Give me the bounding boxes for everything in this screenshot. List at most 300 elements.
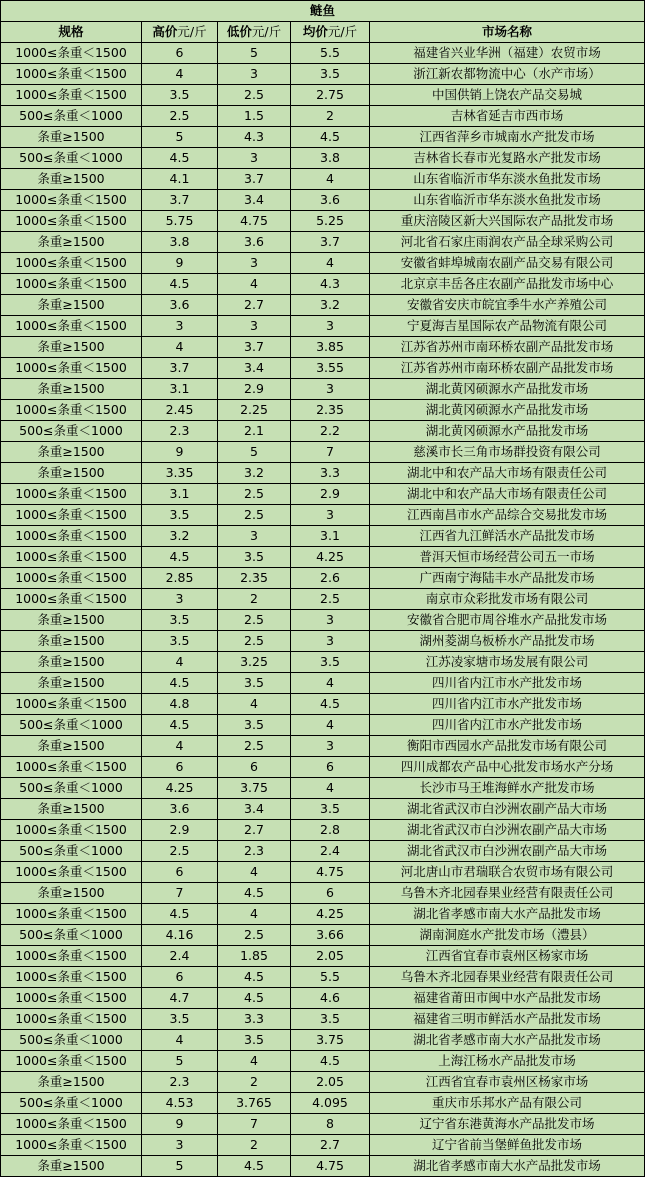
cell-spec: 1000≤条重＜1500	[1, 484, 142, 505]
cell-spec: 1000≤条重＜1500	[1, 589, 142, 610]
cell-market: 四川省内江市水产批发市场	[370, 694, 645, 715]
cell-market: 江西南昌市水产品综合交易批发市场	[370, 505, 645, 526]
cell-spec: 条重≥1500	[1, 652, 142, 673]
cell-market: 湖北中和农产品大市场有限责任公司	[370, 463, 645, 484]
cell-high-price: 4	[142, 652, 218, 673]
cell-low-price: 2.5	[218, 925, 291, 946]
cell-spec: 条重≥1500	[1, 610, 142, 631]
table-row	[1, 841, 645, 862]
header-low-unit: 元/斤	[251, 24, 282, 39]
cell-avg-price: 3.2	[291, 295, 370, 316]
cell-high-price: 4	[142, 337, 218, 358]
table-row	[1, 1051, 645, 1072]
cell-avg-price: 3	[291, 316, 370, 337]
cell-market: 南京市众彩批发市场有限公司	[370, 589, 645, 610]
cell-avg-price: 3.5	[291, 1009, 370, 1030]
cell-market: 吉林省延吉市西市场	[370, 106, 645, 127]
cell-spec: 条重≥1500	[1, 1072, 142, 1093]
table-row	[1, 337, 645, 358]
table-row	[1, 85, 645, 106]
cell-spec: 条重≥1500	[1, 127, 142, 148]
cell-market: 湖北黄冈硕源水产品批发市场	[370, 421, 645, 442]
cell-low-price: 2.5	[218, 736, 291, 757]
table-row	[1, 64, 645, 85]
cell-spec: 条重≥1500	[1, 631, 142, 652]
cell-low-price: 3.2	[218, 463, 291, 484]
cell-avg-price: 4	[291, 715, 370, 736]
cell-spec: 1000≤条重＜1500	[1, 211, 142, 232]
cell-low-price: 3	[218, 148, 291, 169]
table-row	[1, 127, 645, 148]
cell-market: 湖南洞庭水产批发市场（澧县）	[370, 925, 645, 946]
cell-avg-price: 5.25	[291, 211, 370, 232]
cell-market: 四川省内江市水产批发市场	[370, 715, 645, 736]
table-row	[1, 379, 645, 400]
cell-spec: 1000≤条重＜1500	[1, 43, 142, 64]
cell-low-price: 4.75	[218, 211, 291, 232]
cell-spec: 1000≤条重＜1500	[1, 568, 142, 589]
table-row	[1, 652, 645, 673]
cell-spec: 1000≤条重＜1500	[1, 694, 142, 715]
table-row	[1, 484, 645, 505]
cell-spec: 1000≤条重＜1500	[1, 316, 142, 337]
cell-avg-price: 3	[291, 736, 370, 757]
cell-high-price: 9	[142, 442, 218, 463]
cell-spec: 1000≤条重＜1500	[1, 547, 142, 568]
cell-market: 河北省石家庄雨润农产品全球采购公司	[370, 232, 645, 253]
cell-low-price: 7	[218, 1114, 291, 1135]
cell-high-price: 3.2	[142, 526, 218, 547]
cell-high-price: 6	[142, 967, 218, 988]
cell-high-price: 3	[142, 1135, 218, 1156]
cell-low-price: 4	[218, 862, 291, 883]
cell-low-price: 5	[218, 442, 291, 463]
cell-spec: 1000≤条重＜1500	[1, 253, 142, 274]
cell-avg-price: 3.5	[291, 799, 370, 820]
cell-spec: 500≤条重＜1000	[1, 1093, 142, 1114]
cell-high-price: 3.1	[142, 484, 218, 505]
cell-market: 安徽省合肥市周谷堆水产品批发市场	[370, 610, 645, 631]
cell-spec: 1000≤条重＜1500	[1, 988, 142, 1009]
cell-high-price: 5	[142, 127, 218, 148]
header-row	[1, 22, 645, 43]
cell-spec: 条重≥1500	[1, 379, 142, 400]
cell-spec: 1000≤条重＜1500	[1, 400, 142, 421]
table-body	[1, 43, 645, 1177]
cell-avg-price: 3	[291, 610, 370, 631]
table-row	[1, 547, 645, 568]
cell-spec: 条重≥1500	[1, 883, 142, 904]
cell-low-price: 2.1	[218, 421, 291, 442]
cell-low-price: 2	[218, 1072, 291, 1093]
cell-spec: 1000≤条重＜1500	[1, 946, 142, 967]
cell-high-price: 6	[142, 757, 218, 778]
cell-low-price: 3.75	[218, 778, 291, 799]
table-row	[1, 526, 645, 547]
cell-avg-price: 4.75	[291, 1156, 370, 1177]
cell-low-price: 4.5	[218, 883, 291, 904]
cell-spec: 1000≤条重＜1500	[1, 64, 142, 85]
cell-market: 湖州菱湖乌板桥水产品批发市场	[370, 631, 645, 652]
cell-high-price: 7	[142, 883, 218, 904]
cell-high-price: 3	[142, 589, 218, 610]
cell-market: 慈溪市长三角市场群投资有限公司	[370, 442, 645, 463]
cell-high-price: 4	[142, 64, 218, 85]
table-row	[1, 883, 645, 904]
header-avg-price	[291, 22, 370, 43]
cell-high-price: 3.7	[142, 358, 218, 379]
cell-spec: 500≤条重＜1000	[1, 106, 142, 127]
cell-market: 江西省萍乡市城南水产批发市场	[370, 127, 645, 148]
cell-high-price: 4.8	[142, 694, 218, 715]
cell-low-price: 2.5	[218, 610, 291, 631]
cell-high-price: 4	[142, 1030, 218, 1051]
cell-high-price: 6	[142, 862, 218, 883]
cell-low-price: 3.7	[218, 169, 291, 190]
cell-market: 吉林省长春市光复路水产批发市场	[370, 148, 645, 169]
cell-avg-price: 3.75	[291, 1030, 370, 1051]
cell-high-price: 5	[142, 1156, 218, 1177]
cell-low-price: 2.7	[218, 820, 291, 841]
header-low-label: 低价	[226, 24, 252, 39]
cell-high-price: 2.5	[142, 106, 218, 127]
cell-market: 江西省宜春市袁州区杨家市场	[370, 946, 645, 967]
cell-low-price: 2.5	[218, 484, 291, 505]
cell-spec: 1000≤条重＜1500	[1, 1051, 142, 1072]
cell-market: 江苏省苏州市南环桥农副产品批发市场	[370, 337, 645, 358]
cell-avg-price: 3	[291, 379, 370, 400]
header-high-price	[142, 22, 218, 43]
cell-high-price: 3.35	[142, 463, 218, 484]
table-row	[1, 358, 645, 379]
cell-high-price: 4.25	[142, 778, 218, 799]
cell-market: 福建省兴业华洲（福建）农贸市场	[370, 43, 645, 64]
cell-avg-price: 4.75	[291, 862, 370, 883]
table-row	[1, 904, 645, 925]
cell-high-price: 3.5	[142, 85, 218, 106]
table-row	[1, 1009, 645, 1030]
cell-market: 乌鲁木齐北园春果业经营有限责任公司	[370, 883, 645, 904]
table-row	[1, 988, 645, 1009]
cell-avg-price: 4.3	[291, 274, 370, 295]
cell-high-price: 2.85	[142, 568, 218, 589]
table-row	[1, 421, 645, 442]
cell-avg-price: 5.5	[291, 43, 370, 64]
table-row	[1, 820, 645, 841]
cell-low-price: 4.3	[218, 127, 291, 148]
cell-spec: 条重≥1500	[1, 1156, 142, 1177]
cell-low-price: 4	[218, 904, 291, 925]
cell-low-price: 3	[218, 64, 291, 85]
cell-high-price: 4.16	[142, 925, 218, 946]
cell-low-price: 2	[218, 589, 291, 610]
cell-spec: 条重≥1500	[1, 442, 142, 463]
cell-low-price: 2	[218, 1135, 291, 1156]
cell-high-price: 2.4	[142, 946, 218, 967]
cell-market: 山东省临沂市华东淡水鱼批发市场	[370, 169, 645, 190]
cell-low-price: 6	[218, 757, 291, 778]
cell-low-price: 4	[218, 274, 291, 295]
cell-low-price: 3.765	[218, 1093, 291, 1114]
cell-high-price: 3.8	[142, 232, 218, 253]
cell-avg-price: 3.5	[291, 652, 370, 673]
cell-market: 山东省临沂市华东淡水鱼批发市场	[370, 190, 645, 211]
cell-avg-price: 5.5	[291, 967, 370, 988]
cell-high-price: 3.5	[142, 631, 218, 652]
cell-spec: 500≤条重＜1000	[1, 421, 142, 442]
cell-avg-price: 4.6	[291, 988, 370, 1009]
table-row	[1, 925, 645, 946]
header-market: 市场名称	[370, 22, 645, 43]
table-row	[1, 778, 645, 799]
cell-avg-price: 3.1	[291, 526, 370, 547]
cell-high-price: 2.5	[142, 841, 218, 862]
cell-avg-price: 4	[291, 253, 370, 274]
cell-spec: 500≤条重＜1000	[1, 1030, 142, 1051]
cell-spec: 1000≤条重＜1500	[1, 1114, 142, 1135]
cell-market: 辽宁省东港黄海水产品批发市场	[370, 1114, 645, 1135]
cell-spec: 1000≤条重＜1500	[1, 526, 142, 547]
cell-market: 普洱天恒市场经营公司五一市场	[370, 547, 645, 568]
table-title: 鲢鱼	[1, 1, 645, 22]
cell-market: 浙江新农都物流中心（水产市场）	[370, 64, 645, 85]
cell-low-price: 3.6	[218, 232, 291, 253]
table-row	[1, 169, 645, 190]
cell-spec: 500≤条重＜1000	[1, 715, 142, 736]
header-high-label: 高价	[152, 24, 178, 39]
table-row	[1, 106, 645, 127]
cell-avg-price: 6	[291, 757, 370, 778]
cell-market: 湖北省武汉市白沙洲农副产品大市场	[370, 841, 645, 862]
cell-avg-price: 3.55	[291, 358, 370, 379]
cell-market: 湖北黄冈硕源水产品批发市场	[370, 379, 645, 400]
cell-avg-price: 4.5	[291, 694, 370, 715]
cell-high-price: 4.7	[142, 988, 218, 1009]
table-row	[1, 1135, 645, 1156]
cell-market: 上海江杨水产品批发市场	[370, 1051, 645, 1072]
table-row	[1, 589, 645, 610]
cell-low-price: 2.5	[218, 505, 291, 526]
table-row	[1, 610, 645, 631]
cell-low-price: 2.7	[218, 295, 291, 316]
title-row	[1, 1, 645, 22]
table-row	[1, 211, 645, 232]
cell-high-price: 2.3	[142, 1072, 218, 1093]
cell-high-price: 3.5	[142, 610, 218, 631]
cell-low-price: 4.5	[218, 988, 291, 1009]
cell-avg-price: 3.7	[291, 232, 370, 253]
table-row	[1, 757, 645, 778]
cell-market: 广西南宁海陆丰水产品批发市场	[370, 568, 645, 589]
cell-market: 福建省三明市鲜活水产品批发市场	[370, 1009, 645, 1030]
header-avg-unit: 元/斤	[327, 24, 358, 39]
cell-market: 安徽省安庆市皖宜季牛水产养殖公司	[370, 295, 645, 316]
cell-avg-price: 2.05	[291, 946, 370, 967]
cell-high-price: 3.5	[142, 1009, 218, 1030]
cell-spec: 1000≤条重＜1500	[1, 820, 142, 841]
table-row	[1, 253, 645, 274]
cell-low-price: 3.4	[218, 190, 291, 211]
table-row	[1, 400, 645, 421]
table-row	[1, 1114, 645, 1135]
cell-market: 四川成都农产品中心批发市场水产分场	[370, 757, 645, 778]
cell-high-price: 4.5	[142, 547, 218, 568]
cell-spec: 500≤条重＜1000	[1, 148, 142, 169]
cell-low-price: 2.5	[218, 85, 291, 106]
cell-low-price: 3.25	[218, 652, 291, 673]
cell-avg-price: 4.5	[291, 1051, 370, 1072]
table-row	[1, 274, 645, 295]
cell-spec: 1000≤条重＜1500	[1, 1009, 142, 1030]
cell-avg-price: 7	[291, 442, 370, 463]
table-row	[1, 946, 645, 967]
cell-high-price: 2.3	[142, 421, 218, 442]
cell-avg-price: 2.05	[291, 1072, 370, 1093]
cell-market: 湖北中和农产品大市场有限责任公司	[370, 484, 645, 505]
table-row	[1, 694, 645, 715]
cell-spec: 1000≤条重＜1500	[1, 1135, 142, 1156]
cell-avg-price: 2.75	[291, 85, 370, 106]
cell-spec: 条重≥1500	[1, 169, 142, 190]
cell-low-price: 4	[218, 694, 291, 715]
cell-avg-price: 2.2	[291, 421, 370, 442]
cell-avg-price: 4.5	[291, 127, 370, 148]
cell-high-price: 5	[142, 1051, 218, 1072]
cell-spec: 1000≤条重＜1500	[1, 757, 142, 778]
cell-spec: 条重≥1500	[1, 673, 142, 694]
cell-market: 江苏凌家塘市场发展有限公司	[370, 652, 645, 673]
cell-high-price: 2.9	[142, 820, 218, 841]
cell-spec: 1000≤条重＜1500	[1, 967, 142, 988]
table-row	[1, 463, 645, 484]
cell-market: 中国供销上饶农产品交易城	[370, 85, 645, 106]
cell-high-price: 9	[142, 1114, 218, 1135]
cell-low-price: 2.9	[218, 379, 291, 400]
cell-spec: 1000≤条重＜1500	[1, 358, 142, 379]
table-row	[1, 1093, 645, 1114]
cell-spec: 1000≤条重＜1500	[1, 85, 142, 106]
cell-market: 乌鲁木齐北园春果业经营有限责任公司	[370, 967, 645, 988]
cell-avg-price: 2.5	[291, 589, 370, 610]
cell-low-price: 3.4	[218, 358, 291, 379]
cell-low-price: 3	[218, 316, 291, 337]
cell-avg-price: 2	[291, 106, 370, 127]
cell-market: 宁夏海吉星国际农产品物流有限公司	[370, 316, 645, 337]
cell-low-price: 1.85	[218, 946, 291, 967]
cell-spec: 1000≤条重＜1500	[1, 190, 142, 211]
cell-avg-price: 3.85	[291, 337, 370, 358]
cell-spec: 1000≤条重＜1500	[1, 274, 142, 295]
cell-market: 湖北省武汉市白沙洲农副产品大市场	[370, 820, 645, 841]
cell-avg-price: 4	[291, 778, 370, 799]
table-row	[1, 1072, 645, 1093]
cell-low-price: 2.25	[218, 400, 291, 421]
cell-low-price: 2.5	[218, 631, 291, 652]
cell-high-price: 4	[142, 736, 218, 757]
table-row	[1, 442, 645, 463]
table-row	[1, 967, 645, 988]
header-avg-label: 均价	[302, 24, 328, 39]
cell-avg-price: 2.9	[291, 484, 370, 505]
cell-high-price: 4.5	[142, 904, 218, 925]
cell-high-price: 4.5	[142, 274, 218, 295]
cell-spec: 1000≤条重＜1500	[1, 862, 142, 883]
cell-avg-price: 3	[291, 631, 370, 652]
cell-market: 江西省九江鲜活水产品批发市场	[370, 526, 645, 547]
table-row	[1, 673, 645, 694]
cell-low-price: 3.5	[218, 673, 291, 694]
cell-spec: 500≤条重＜1000	[1, 778, 142, 799]
cell-spec: 条重≥1500	[1, 799, 142, 820]
cell-high-price: 3.6	[142, 295, 218, 316]
cell-avg-price: 2.35	[291, 400, 370, 421]
cell-high-price: 4.5	[142, 673, 218, 694]
cell-avg-price: 3.3	[291, 463, 370, 484]
cell-spec: 条重≥1500	[1, 736, 142, 757]
cell-low-price: 2.3	[218, 841, 291, 862]
cell-high-price: 9	[142, 253, 218, 274]
cell-high-price: 6	[142, 43, 218, 64]
cell-avg-price: 2.8	[291, 820, 370, 841]
cell-market: 衡阳市西园水产品批发市场有限公司	[370, 736, 645, 757]
cell-avg-price: 3.6	[291, 190, 370, 211]
cell-low-price: 3.3	[218, 1009, 291, 1030]
cell-low-price: 3	[218, 253, 291, 274]
cell-spec: 条重≥1500	[1, 232, 142, 253]
header-low-price	[218, 22, 291, 43]
cell-low-price: 4.5	[218, 967, 291, 988]
cell-low-price: 3.7	[218, 337, 291, 358]
cell-spec: 条重≥1500	[1, 337, 142, 358]
cell-low-price: 5	[218, 43, 291, 64]
table-row	[1, 190, 645, 211]
cell-avg-price: 6	[291, 883, 370, 904]
cell-market: 重庆涪陵区新大兴国际农产品批发市场	[370, 211, 645, 232]
table-row	[1, 1156, 645, 1177]
cell-avg-price: 3.8	[291, 148, 370, 169]
cell-spec: 500≤条重＜1000	[1, 841, 142, 862]
cell-low-price: 1.5	[218, 106, 291, 127]
table-row	[1, 295, 645, 316]
cell-market: 长沙市马王堆海鲜水产批发市场	[370, 778, 645, 799]
cell-low-price: 3.4	[218, 799, 291, 820]
cell-low-price: 4.5	[218, 1156, 291, 1177]
table-row	[1, 148, 645, 169]
cell-avg-price: 3	[291, 505, 370, 526]
cell-market: 湖北黄冈硕源水产品批发市场	[370, 400, 645, 421]
table-row	[1, 631, 645, 652]
cell-market: 河北唐山市君瑞联合农贸市场有限公司	[370, 862, 645, 883]
table-row	[1, 862, 645, 883]
table-row	[1, 43, 645, 64]
cell-low-price: 4	[218, 1051, 291, 1072]
cell-avg-price: 2.7	[291, 1135, 370, 1156]
table-row	[1, 715, 645, 736]
cell-market: 重庆市乐邦水产品有限公司	[370, 1093, 645, 1114]
cell-low-price: 2.35	[218, 568, 291, 589]
cell-high-price: 3.5	[142, 505, 218, 526]
cell-spec: 500≤条重＜1000	[1, 925, 142, 946]
cell-market: 湖北省武汉市白沙洲农副产品大市场	[370, 799, 645, 820]
table-row	[1, 1030, 645, 1051]
table-row	[1, 568, 645, 589]
cell-low-price: 3.5	[218, 715, 291, 736]
cell-market: 福建省莆田市闽中水产品批发市场	[370, 988, 645, 1009]
cell-market: 湖北省孝感市南大水产品批发市场	[370, 1030, 645, 1051]
cell-avg-price: 3.66	[291, 925, 370, 946]
cell-avg-price: 4	[291, 673, 370, 694]
cell-market: 北京京丰岳各庄农副产品批发市场中心	[370, 274, 645, 295]
